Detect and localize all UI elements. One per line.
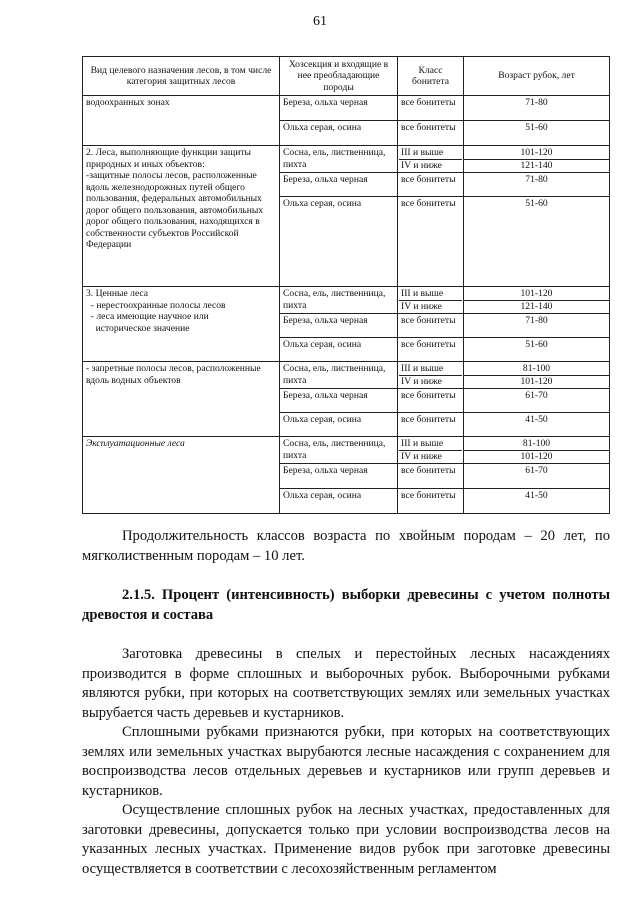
page-number: 61: [313, 14, 327, 29]
cell-grade: [398, 389, 464, 413]
cell-species: Ольха серая, осина: [280, 489, 398, 514]
cell-grade: [398, 314, 464, 338]
cell-grade: [398, 121, 464, 146]
cell-grade: [398, 437, 464, 464]
cell-age: [464, 121, 610, 146]
cell-species: Сосна, ель, лиственница, пихта: [280, 287, 398, 314]
age-value: 51-60: [525, 122, 548, 133]
table-row: [83, 146, 610, 173]
paragraph-clear-cutting-conditions: Осуществление сплошных рубок на лесных участках, предоставленных для заготовки древесины, допускается только при условии воспроизводства лесов на указанных лесных участках. Применение видов рубок при заготовке древесины осуществляется в соответствии с лесохозяйственным регламентом: [82, 802, 610, 877]
cell-age: [464, 287, 610, 314]
table-row: [83, 287, 610, 314]
cell-purpose: - запретные полосы лесов, расположенные вдоль водных объектов: [83, 362, 280, 437]
cell-species: Ольха серая, осина: [280, 197, 398, 287]
age-value: 51-60: [525, 198, 548, 209]
age-value: 121-140: [464, 300, 609, 313]
cell-species: Сосна, ель, лиственница, пихта: [280, 146, 398, 173]
grade-value: III и выше: [401, 147, 444, 158]
cell-age: [464, 389, 610, 413]
table-row: [83, 96, 610, 121]
cell-grade: [398, 173, 464, 197]
cell-grade: [398, 362, 464, 389]
age-value: 71-80: [525, 174, 548, 185]
cell-age: [464, 96, 610, 121]
age-value: 101-120: [520, 288, 553, 299]
cell-species: Береза, ольха черная: [280, 173, 398, 197]
grade-value: IV и ниже: [399, 159, 462, 172]
grade-value: все бонитеты: [401, 122, 456, 133]
grade-value: все бонитеты: [401, 465, 456, 476]
body-text: [82, 527, 610, 879]
grade-value: все бонитеты: [401, 315, 456, 326]
cell-age: [464, 173, 610, 197]
cell-purpose: 3. Ценные леса - нерестоохранные полосы лесов - леса имеющие научное или историческое значение: [83, 287, 280, 362]
cell-age: [464, 437, 610, 464]
cell-grade: [398, 464, 464, 489]
cell-purpose: водоохранных зонах: [83, 96, 280, 146]
cell-species: Береза, ольха черная: [280, 96, 398, 121]
age-value: 51-60: [525, 339, 548, 350]
table-row: [83, 437, 610, 464]
cell-grade: [398, 413, 464, 437]
cell-age: [464, 314, 610, 338]
cutting-age-table: [82, 56, 610, 514]
cell-species: Ольха серая, осина: [280, 338, 398, 362]
age-value: 61-70: [525, 465, 548, 476]
cell-species: Сосна, ель, лиственница, пихта: [280, 362, 398, 389]
cell-grade: [398, 489, 464, 514]
age-value: 41-50: [525, 490, 548, 501]
cell-species: Береза, ольха черная: [280, 314, 398, 338]
grade-value: все бонитеты: [401, 414, 456, 425]
cell-purpose: Эксплуатационные леса: [83, 437, 280, 514]
cell-age: [464, 146, 610, 173]
age-value: 101-120: [520, 147, 553, 158]
grade-value: все бонитеты: [401, 198, 456, 209]
paragraph-cutting-forms: Заготовка древесины в спелых и перестойных лесных насаждениях производится в форме сплошных и выборочных рубок. Выборочными рубками являются рубки, при которых на соответствующих землях или земельных участках вырубается часть деревьев и кустарников.: [82, 646, 610, 721]
header-purpose: Вид целевого назначения лесов, в том числе категория защитных лесов: [83, 57, 280, 96]
cell-grade: [398, 146, 464, 173]
cell-species: Береза, ольха черная: [280, 464, 398, 489]
cell-age: [464, 197, 610, 287]
cell-species: Ольха серая, осина: [280, 413, 398, 437]
cell-grade: [398, 96, 464, 121]
cell-species: Береза, ольха черная: [280, 389, 398, 413]
age-value: 71-80: [525, 315, 548, 326]
grade-value: все бонитеты: [401, 339, 456, 350]
cell-age: [464, 413, 610, 437]
header-species: Хозсекция и входящие в нее преобладающие породы: [280, 57, 398, 96]
cell-age: [464, 338, 610, 362]
cell-age: [464, 489, 610, 514]
age-value: 121-140: [464, 159, 609, 172]
age-value: 101-120: [464, 375, 609, 388]
age-value: 41-50: [525, 414, 548, 425]
grade-value: IV и ниже: [399, 375, 462, 388]
grade-value: все бонитеты: [401, 174, 456, 185]
age-value: 81-100: [522, 363, 551, 374]
cell-age: [464, 464, 610, 489]
cell-grade: [398, 338, 464, 362]
grade-value: IV и ниже: [399, 300, 462, 313]
grade-value: все бонитеты: [401, 97, 456, 108]
cell-grade: [398, 197, 464, 287]
cell-age: [464, 362, 610, 389]
age-value: 101-120: [464, 450, 609, 463]
grade-value: IV и ниже: [399, 450, 462, 463]
cell-species: Ольха серая, осина: [280, 121, 398, 146]
grade-value: все бонитеты: [401, 490, 456, 501]
cell-grade: [398, 287, 464, 314]
paragraph-clear-cutting: Сплошными рубками признаются рубки, при которых на соответствующих землях или земельных участках вырубаются лесные насаждения с сохранением для воспроизводства лесов отдельных деревьев и кустарников или групп деревьев и кустарников.: [82, 724, 610, 799]
table-body: [83, 96, 610, 514]
cell-species: Сосна, ель, лиственница, пихта: [280, 437, 398, 464]
grade-value: все бонитеты: [401, 390, 456, 401]
header-grade: Класс бонитета: [398, 57, 464, 96]
paragraph-age-classes: Продолжительность классов возраста по хвойным породам – 20 лет, по мягколиственным породам – 10 лет.: [82, 528, 610, 564]
grade-value: III и выше: [401, 363, 444, 374]
header-age: Возраст рубок, лет: [464, 57, 610, 96]
grade-value: III и выше: [401, 438, 444, 449]
grade-value: III и выше: [401, 288, 444, 299]
cell-purpose: 2. Леса, выполняющие функции защиты природных и иных объектов: -защитные полосы лесов, расположенные вдоль железнодорожных путей общего пользования, федеральных автомобильных дорог общего пользования, автомобильных дорог общего пользования, находящихся в собственности субъектов Российской Федерации: [83, 146, 280, 287]
section-heading: 2.1.5. Процент (интенсивность) выборки древесины с учетом полноты древостоя и состава: [82, 587, 610, 623]
age-value: 61-70: [525, 390, 548, 401]
age-value: 71-80: [525, 97, 548, 108]
table-row: [83, 362, 610, 389]
table-header-row: [83, 57, 610, 96]
age-value: 81-100: [522, 438, 551, 449]
